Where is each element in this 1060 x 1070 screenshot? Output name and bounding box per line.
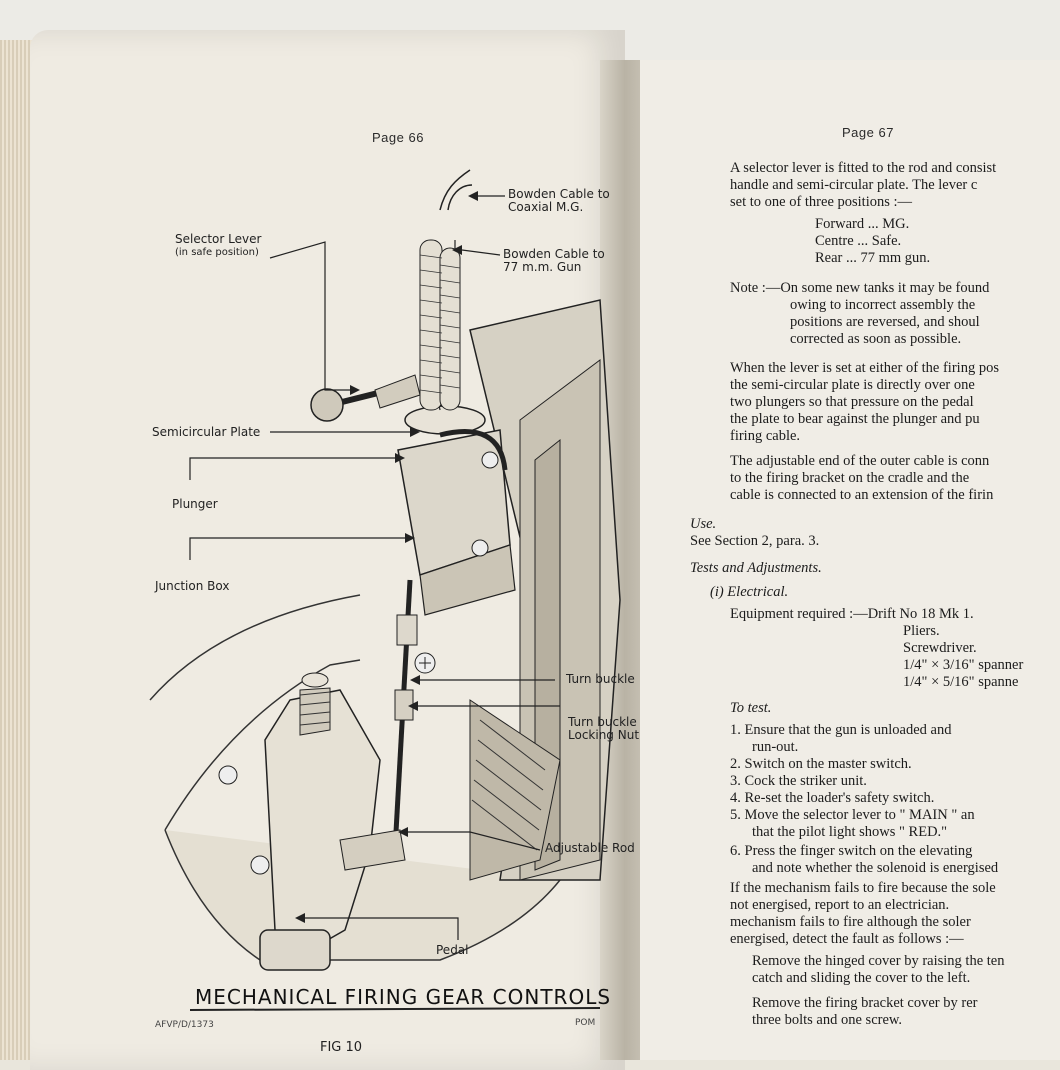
text-line: catch and sliding the cover to the left. bbox=[752, 970, 971, 986]
label-turnbuckle: Turn buckle bbox=[566, 672, 635, 686]
text-line: Forward ... MG. bbox=[815, 216, 910, 232]
text-line: Equipment required :—Drift No 18 Mk 1. bbox=[730, 606, 974, 622]
document-reference: AFVP/D/1373 bbox=[155, 1020, 214, 1030]
text-line: 4. Re-set the loader's safety switch. bbox=[730, 790, 935, 806]
text-line: firing cable. bbox=[730, 428, 801, 444]
figure-number: FIG 10 bbox=[320, 1040, 363, 1055]
label-junction-box: Junction Box bbox=[155, 579, 230, 593]
text-line: 1. Ensure that the gun is unloaded and bbox=[730, 722, 952, 738]
label-bowden-coaxial bbox=[508, 188, 610, 214]
label-line: (in safe position) bbox=[175, 247, 259, 258]
label-line: Locking Nut bbox=[568, 728, 640, 742]
label-line: Bowden Cable to bbox=[503, 247, 605, 261]
text-line: See Section 2, para. 3. bbox=[690, 533, 820, 549]
label-selector-lever bbox=[175, 233, 261, 259]
figure-caption: MECHANICAL FIRING GEAR CONTROLS bbox=[195, 985, 612, 1009]
text-line: two plungers so that pressure on the pedal bbox=[730, 394, 974, 410]
text-line: Screwdriver. bbox=[903, 640, 977, 656]
text-line: When the lever is set at either of the firing pos bbox=[730, 360, 999, 376]
text-line: (i) Electrical. bbox=[710, 584, 789, 600]
label-adjustable-rod: Adjustable Rod bbox=[545, 841, 635, 855]
text-line: To test. bbox=[730, 700, 772, 716]
text-line: run-out. bbox=[752, 739, 799, 755]
text-line: corrected as soon as possible. bbox=[790, 331, 962, 347]
text-line: the semi-circular plate is directly over one bbox=[730, 377, 975, 393]
label-line: Selector Lever bbox=[175, 232, 262, 246]
label-bowden-77 bbox=[503, 248, 605, 274]
label-line: 77 m.m. Gun bbox=[503, 260, 582, 274]
label-line: Turn buckle bbox=[568, 715, 637, 729]
text-line: three bolts and one screw. bbox=[752, 1012, 903, 1028]
text-line: cable is connected to an extension of the firin bbox=[730, 487, 994, 503]
text-line: energised, detect the fault as follows :— bbox=[730, 931, 964, 947]
text-line: 3. Cock the striker unit. bbox=[730, 773, 867, 789]
text-line: that the pilot light shows " RED." bbox=[752, 824, 948, 840]
text-line: 6. Press the finger switch on the elevating bbox=[730, 843, 973, 859]
label-line: Coaxial M.G. bbox=[508, 200, 584, 214]
text-line: Note :—On some new tanks it may be found bbox=[730, 280, 990, 296]
text-line: and note whether the solenoid is energised bbox=[752, 860, 999, 876]
label-turnbuckle-locking-nut bbox=[568, 716, 639, 742]
label-pedal: Pedal bbox=[436, 943, 469, 957]
text-line: set to one of three positions :— bbox=[730, 194, 913, 210]
text-line: Rear ... 77 mm gun. bbox=[815, 250, 931, 266]
text-line: If the mechanism fails to fire because the sole bbox=[730, 880, 996, 896]
text-line: Tests and Adjustments. bbox=[690, 560, 822, 576]
text-line: positions are reversed, and shoul bbox=[790, 314, 980, 330]
text-line: not energised, report to an electrician. bbox=[730, 897, 950, 913]
text-line: handle and semi-circular plate. The lever c bbox=[730, 177, 978, 193]
text-line: mechanism fails to fire although the soler bbox=[730, 914, 971, 930]
text-line: A selector lever is fitted to the rod and consist bbox=[730, 160, 997, 176]
text-line: The adjustable end of the outer cable is conn bbox=[730, 453, 990, 469]
text-line: 1/4" × 5/16" spanne bbox=[903, 674, 1019, 690]
text-line: owing to incorrect assembly the bbox=[790, 297, 976, 313]
left-page-number: Page 66 bbox=[372, 130, 424, 145]
text-line: Remove the firing bracket cover by rer bbox=[752, 995, 978, 1011]
label-plunger: Plunger bbox=[172, 497, 218, 511]
label-semicircular-plate: Semicircular Plate bbox=[152, 425, 261, 439]
text-line: 1/4" × 3/16" spanner bbox=[903, 657, 1024, 673]
text-line: Use. bbox=[690, 516, 717, 532]
text-line: 5. Move the selector lever to " MAIN " an bbox=[730, 807, 975, 823]
right-page-number: Page 67 bbox=[842, 125, 894, 140]
label-line: Bowden Cable to bbox=[508, 187, 610, 201]
text-line: to the firing bracket on the cradle and the bbox=[730, 470, 970, 486]
text-line: 2. Switch on the master switch. bbox=[730, 756, 912, 772]
text-line: Remove the hinged cover by raising the ten bbox=[752, 953, 1005, 969]
text-line: the plate to bear against the plunger and pu bbox=[730, 411, 980, 427]
maker-mark: POM bbox=[575, 1018, 596, 1028]
text-line: Pliers. bbox=[903, 623, 940, 639]
text-line: Centre ... Safe. bbox=[815, 233, 902, 249]
